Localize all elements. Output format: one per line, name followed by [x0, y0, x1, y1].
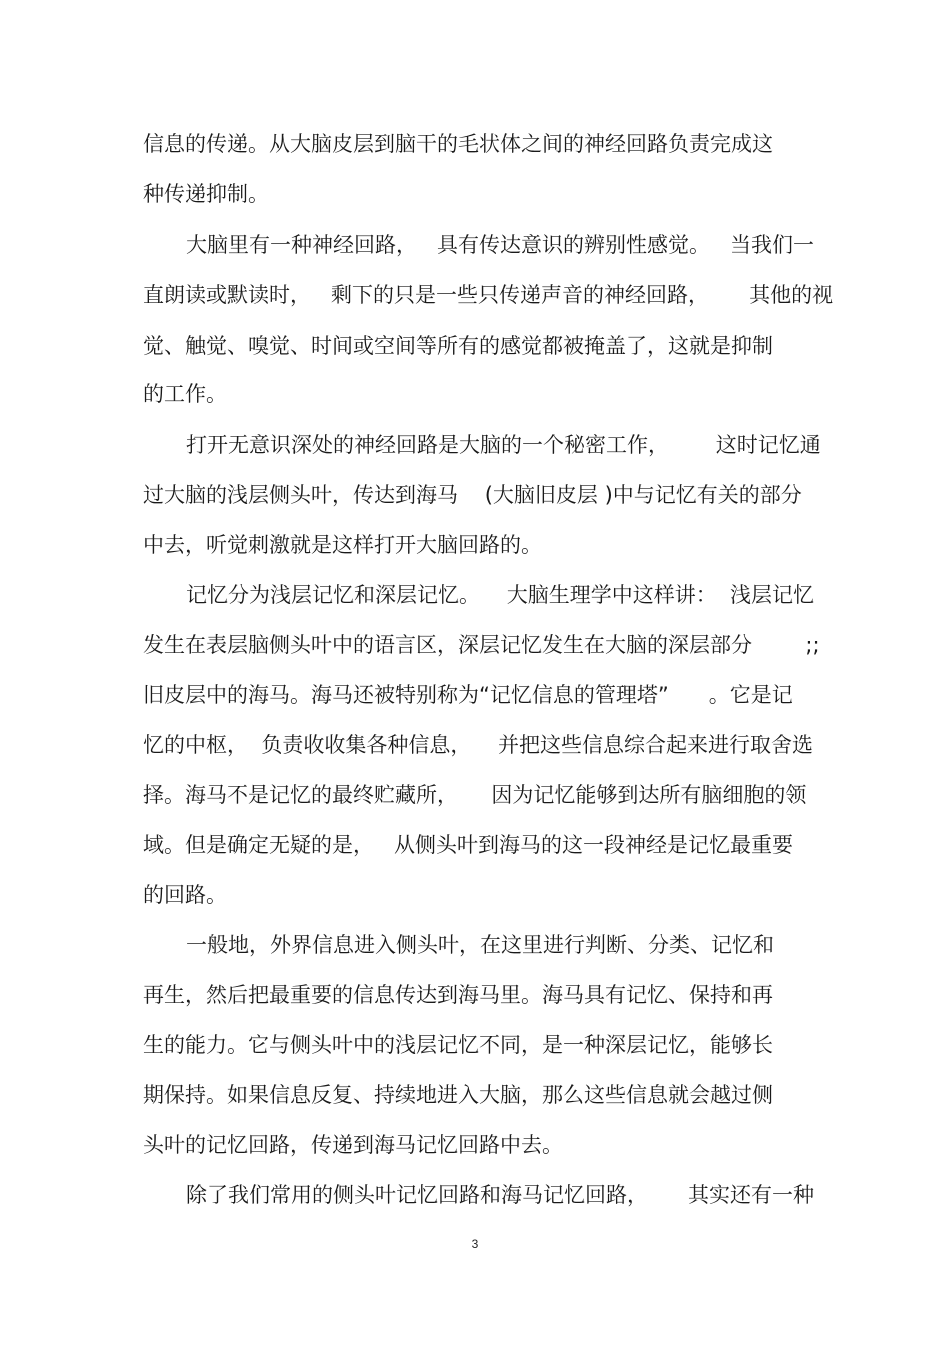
paragraph-2-line-1: 大脑里有一种神经回路， 具有传达意识的辨别性感觉。 当我们一	[186, 233, 815, 257]
paragraph-5-line-4: 期保持。如果信息反复、持续地进入大脑，那么这些信息就会越过侧	[143, 1083, 773, 1107]
paragraph-6-line-1: 除了我们常用的侧头叶记忆回路和海马记忆回路， 其实还有一种	[186, 1183, 815, 1207]
paragraph-4-line-7: 的回路。	[143, 883, 227, 907]
paragraph-3-line-2: 过大脑的浅层侧头叶，传达到海马 (大脑旧皮层 )中与记忆有关的部分	[143, 483, 802, 507]
paragraph-2-line-4: 的工作。	[143, 382, 227, 406]
paragraph-4-line-2: 发生在表层脑侧头叶中的语言区，深层记忆发生在大脑的深层部分 ;;	[143, 633, 820, 657]
paragraph-4-line-5: 择。海马不是记忆的最终贮藏所， 因为记忆能够到达所有脑细胞的领	[143, 783, 807, 807]
paragraph-5-line-2: 再生，然后把最重要的信息传达到海马里。海马具有记忆、保持和再	[143, 983, 773, 1007]
paragraph-5-line-1: 一般地，外界信息进入侧头叶，在这里进行判断、分类、记忆和	[186, 933, 774, 957]
paragraph-2-line-3: 觉、触觉、嗅觉、时间或空间等所有的感觉都被掩盖了，这就是抑制	[143, 334, 773, 358]
paragraph-4-line-4: 忆的中枢， 负责收收集各种信息， 并把这些信息综合起来进行取舍选	[143, 733, 814, 757]
paragraph-3-line-3: 中去，听觉刺激就是这样打开大脑回路的。	[143, 533, 542, 557]
paragraph-2-line-2: 直朗读或默读时， 剩下的只是一些只传递声音的神经回路， 其他的视	[143, 283, 834, 307]
paragraph-5-line-5: 头叶的记忆回路，传递到海马记忆回路中去。	[143, 1133, 563, 1157]
paragraph-4-line-3: 旧皮层中的海马。海马还被特别称为“记忆信息的管理塔” 。它是记	[143, 683, 793, 707]
paragraph-5-line-3: 生的能力。它与侧头叶中的浅层记忆不同，是一种深层记忆，能够长	[143, 1033, 773, 1057]
paragraph-1-line-2: 种传递抑制。	[143, 182, 269, 206]
paragraph-1-line-1: 信息的传递。从大脑皮层到脑干的毛状体之间的神经回路负责完成这	[143, 132, 773, 156]
paragraph-4-line-6: 域。但是确定无疑的是， 从侧头叶到海马的这一段神经是记忆最重要	[143, 833, 794, 857]
paragraph-3-line-1: 打开无意识深处的神经回路是大脑的一个秘密工作， 这时记忆通	[186, 433, 821, 457]
page-number: 3	[471, 1237, 479, 1251]
paragraph-4-line-1: 记忆分为浅层记忆和深层记忆。 大脑生理学中这样讲： 浅层记忆	[186, 583, 815, 607]
